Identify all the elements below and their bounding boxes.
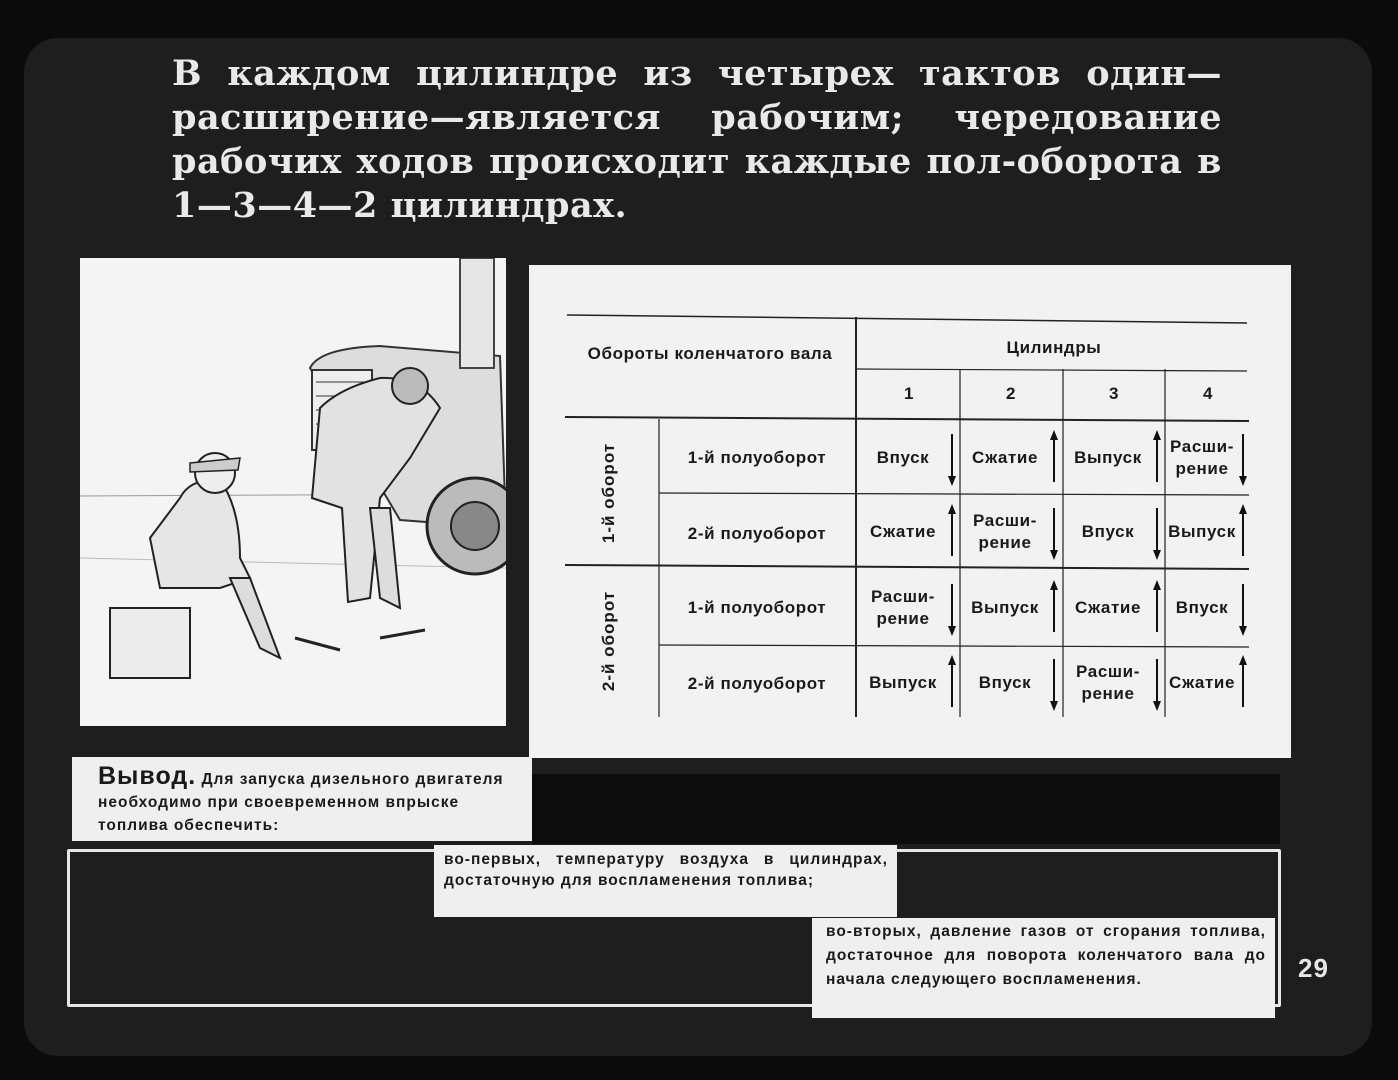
stroke-name: Сжатие [869,522,937,541]
cyl-number-3: 3 [1108,384,1120,403]
stroke-name: Впуск [978,673,1032,692]
tractor-mechanics-illustration [80,258,506,726]
stroke-name: Выпуск [1168,522,1236,541]
stroke-name: Расши- рение [973,511,1037,552]
stroke-cell [859,421,959,495]
stroke-cell [859,495,959,569]
conclusion-text-block [98,762,518,837]
stroke-cell [1166,647,1250,719]
cylinders-header: Цилиндры [1006,338,1102,357]
first-point-box [434,845,897,917]
half-label: 2-й полуоборот [687,524,827,543]
rev-label-1: 1-й оборот [599,442,618,544]
stroke-name: Выпуск [971,598,1039,617]
stroke-cell [1064,569,1164,647]
stroke-name: Впуск [1081,522,1135,541]
stroke-cell [1166,421,1250,495]
second-point-box [812,918,1275,1018]
stroke-name: Сжатие [1168,673,1236,692]
stroke-name: Выпуск [869,673,937,692]
slide-heading: В каждом цилиндре из четырех тактов один—расширение—является рабочим; чередование рабочих ходов происходит каждые пол-оборота в 1—3—4—2 цилиндрах. [172,53,1222,226]
stroke-name: Расши- рение [871,587,935,628]
stroke-cell [1064,495,1164,569]
conclusion-box [72,757,532,841]
stroke-cell [1064,421,1164,495]
stroke-name: Расши- рение [1076,662,1140,703]
stroke-name: Расши- рение [1170,437,1234,478]
strokes-table [529,265,1291,758]
stroke-cell [859,569,959,647]
crank-header: Обороты коленчатого вала [587,344,833,363]
cyl-number-2: 2 [1005,384,1017,403]
stroke-name: Выпуск [1074,448,1142,467]
cyl-number-4: 4 [1202,384,1214,403]
stroke-cell [1166,569,1250,647]
first-point-text: во-первых, температуру воздуха в цилиндрах, достаточную для воспламенения топлива; [444,851,888,889]
stroke-name: Сжатие [1074,598,1142,617]
stroke-cell [961,495,1061,569]
half-label: 2-й полуоборот [687,674,827,693]
stroke-cell [1064,647,1164,719]
half-label: 1-й полуоборот [687,448,827,467]
cyl-number-1: 1 [903,384,915,403]
stroke-name: Впуск [1175,598,1229,617]
stroke-cell [859,647,959,719]
illustration-drawing [80,258,506,726]
page-number: 29 [1298,953,1329,983]
second-point-text: во-вторых, давление газов от сгорания топлива, достаточное для поворота коленчатого вала до начала следующего воспламенения. [826,923,1266,988]
stroke-cell [961,421,1061,495]
black-panel [532,774,1280,844]
stroke-cell [961,569,1061,647]
stroke-name: Впуск [876,448,930,467]
stroke-name: Сжатие [971,448,1039,467]
stroke-cell [1166,495,1250,569]
conclusion-text: Для запуска дизельного двигателя необходимо при своевременном впрыске топлива обеспечить: [98,771,504,834]
half-label: 1-й полуоборот [687,598,827,617]
conclusion-label: Вывод. [98,762,197,790]
stroke-cell [961,647,1061,719]
rev-label-2: 2-й оборот [599,590,618,692]
